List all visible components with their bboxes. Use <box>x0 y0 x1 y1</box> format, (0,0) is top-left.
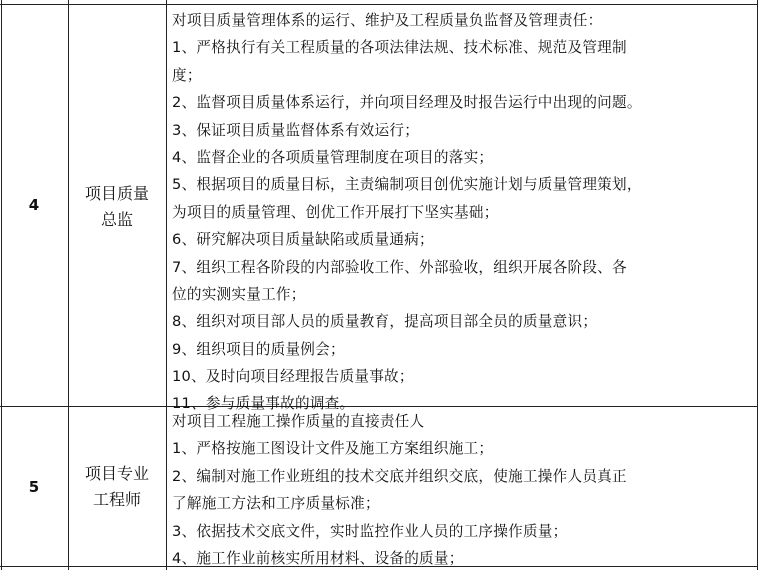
duty-line: 2、编制对施工作业班组的技术交底并组织交底，使施工操作人员真正 <box>172 467 627 485</box>
duty-line: 对项目工程施工操作质量的直接责任人 <box>172 413 425 430</box>
duty-line: 5、根据项目的质量目标，主责编制项目创优实施计划与质量管理策划， <box>172 176 642 194</box>
duty-line: 2、监督项目质量体系运行，并向项目经理及时报告运行中出现的问题。 <box>172 94 642 112</box>
duty-line: 了解施工方法和工序质量标准； <box>172 495 380 513</box>
duty-line: 10、及时向项目经理报告质量事故； <box>172 368 414 386</box>
role-title-line: 总监 <box>100 210 133 229</box>
duty-line: 对项目质量管理体系的运行、维护及工程质量负监督及管理责任： <box>172 12 603 29</box>
row-number: 5 <box>28 478 40 496</box>
role-title <box>68 461 166 513</box>
duty-line: 1、严格执行有关工程质量的各项法律法规、技术标准、规范及管理制 <box>172 39 627 57</box>
duty-line: 4、施工作业前核实所用材料、设备的质量； <box>172 549 464 567</box>
duty-line: 度； <box>172 66 202 84</box>
role-title-line: 工程师 <box>92 490 141 509</box>
duty-line: 为项目的质量管理、创优工作开展打下坚实基础； <box>172 203 499 221</box>
duty-line: 11、参与质量事故的调查。 <box>172 395 355 413</box>
duty-list <box>172 408 756 572</box>
duty-line: 6、研究解决项目质量缺陷或质量通病； <box>172 231 434 249</box>
duty-line: 位的实测实量工作； <box>172 285 306 303</box>
duty-line: 1、严格按施工图设计文件及施工方案组织施工； <box>172 440 494 458</box>
duty-line: 3、保证项目质量监督体系有效运行； <box>172 121 420 139</box>
duty-line: 7、组织工程各阶段的内部验收工作、外部验收，组织开展各阶段、各 <box>172 258 627 276</box>
duty-line: 3、依据技术交底文件，实时监控作业人员的工序操作质量； <box>172 522 568 540</box>
duty-line: 9、组织项目的质量例会； <box>172 340 345 358</box>
duty-list <box>172 7 756 418</box>
column-divider-right <box>757 0 758 570</box>
row-divider-top <box>0 4 758 5</box>
role-title-line: 项目质量 <box>84 184 149 203</box>
role-title-line: 项目专业 <box>84 464 149 483</box>
duty-line: 4、监督企业的各项质量管理制度在项目的落实； <box>172 148 494 166</box>
row-number: 4 <box>28 196 40 214</box>
duty-line: 8、组织对项目部人员的质量教育，提高项目部全员的质量意识； <box>172 313 598 331</box>
column-divider-role-duties <box>166 0 167 570</box>
role-title <box>68 181 166 233</box>
